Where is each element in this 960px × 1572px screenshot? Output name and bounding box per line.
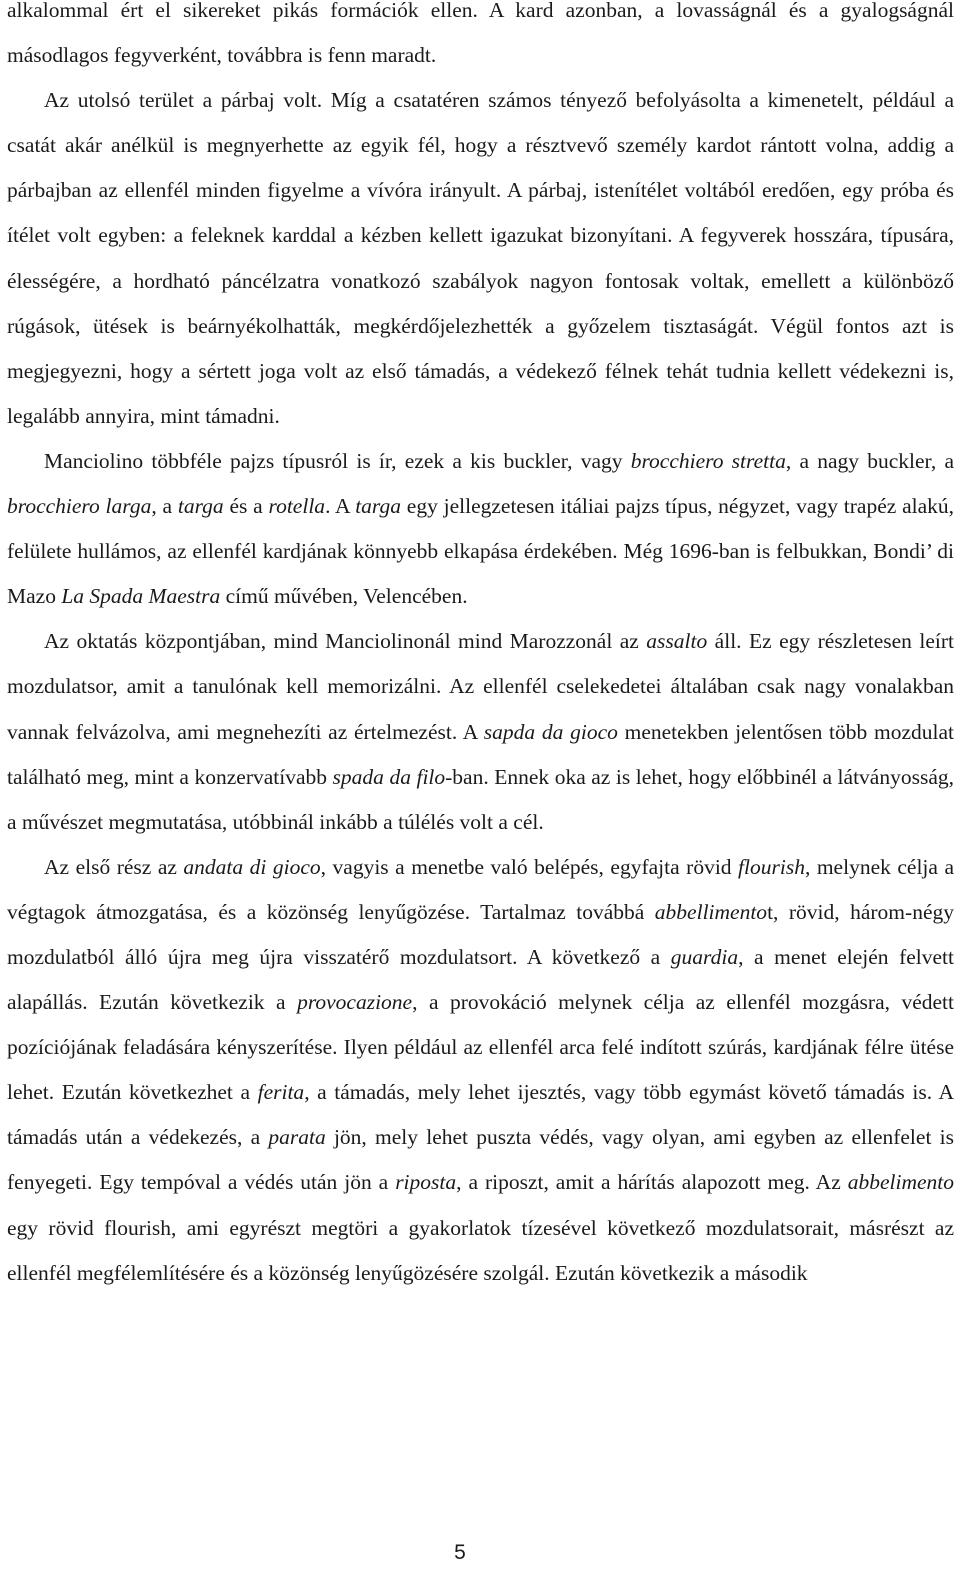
italic-term: brocchiero larga [7, 494, 152, 519]
italic-term: parata [268, 1125, 326, 1150]
text-run: . A [325, 494, 356, 519]
text-run: , a menet elején felvett alapállás. Ezután következik a [7, 944, 954, 1015]
text-run: Manciolino többféle pajzs típusról is ír, ezek a kis buckler, vagy [44, 448, 631, 473]
italic-term: rotella [268, 494, 326, 519]
text-run: jön, mely lehet puszta védés, vagy olyan, ami egyben az ellenfelet is fenyegeti. Egy tempóval a védés után jön a [7, 1125, 954, 1195]
italic-term: guardia [670, 944, 739, 969]
italic-term: sapda da gioco [483, 719, 618, 744]
italic-term: assalto [646, 629, 708, 654]
text-run: egy rövid flourish, ami egyrészt megtöri a gyakorlatok tízesével következő mozdulatsorait, másrészt az ellenfél megfélemlítésére és a közönség lenyűgözésére szolgál. Ezután következik a második [7, 1215, 954, 1285]
italic-term: La Spada Maestra [61, 584, 221, 609]
paragraph [7, 845, 954, 1296]
italic-term: ferita [257, 1080, 305, 1105]
text-run: és a [223, 494, 269, 519]
text-run: menetekben jelentősen több mozdulat található meg, mint a konzervatívabb [7, 719, 954, 789]
text-run: című művében, Velencében. [220, 584, 468, 609]
italic-term: riposta [395, 1170, 457, 1195]
italic-term: abbelimento [847, 1170, 954, 1195]
paragraph [7, 78, 954, 439]
text-run: áll. Ez egy részletesen leírt mozdulatsor, amit a tanulónak kell memorizálni. Az ellenfél cselekedetei általában csak nagy vonalakban vannak felvázolva, ami megnehezíti az értelmezést. A [7, 629, 954, 744]
text-run: , a támadás, mely lehet ijesztés, vagy több egymást követő támadás is. A támadás után a védekezés, a [7, 1080, 954, 1150]
text-run: -ban. Ennek oka az is lehet, hogy előbbinél a látványosság, a művészet megmutatása, utóbbinál inkább a túlélés volt a cél. [7, 764, 954, 834]
text-run: , a riposzt, amit a hárítás alapozott meg. Az [456, 1170, 848, 1195]
italic-term: flourish [738, 854, 805, 879]
text-run: , a nagy buckler, a [785, 448, 954, 473]
text-run: , a provokáció melynek célja az ellenfél mozgásra, védett pozíciójának feladására kényszerítése. Ilyen például az ellenfél arca felé indított szúrás, kardjának félre ütése lehet. Ezután következhet a [7, 990, 954, 1105]
text-run: t, rövid, három-négy mozdulatból álló újra meg újra visszatérő mozdulatsort. A következő a [7, 899, 954, 969]
italic-term: spada da filo [332, 764, 446, 789]
text-run: , melynek célja a végtagok átmozgatása, és a közönség lenyűgözése. Tartalmaz továbbá [7, 854, 954, 924]
italic-term: abbellimento [654, 899, 768, 924]
text-run: egy jellegzetesen itáliai pajzs típus, négyzet, vagy trapéz alakú, felülete hullámos, az ellenfél kardjának könnyebb elkapása érdekében. Még 1696-ban is felbukkan, Bondi’ di Mazo [7, 494, 954, 609]
page-number: 5 [454, 1541, 466, 1564]
text-run: Az utolsó terület a párbaj volt. Míg a csatatéren számos tényező befolyásolta a kimenetelt, például a csatát akár anélkül is megnyerhette az egyik fél, hogy a résztvevő személy kardot rántott volna, addig a párbajban az ellenfél minden figyelme a vívóra irányult. A párbaj, istenítélet voltából eredően, egy próba és ítélet volt egyben: a feleknek karddal a kézben kellett igazukat bizonyítani. A fegyverek hosszára, típusára, élességére, a hordható páncélzatra vonatkozó szabályok nagyon fontosak voltak, emellett a különböző rúgások, ütések is beárnyékolhatták, megkérdőjelezhették a győzelem tisztaságát. Végül fontos azt is megjegyezni, hogy a sértett joga volt az első támadás, a védekező félnek tehát tudnia kellett védekezni is, legalább annyira, mint támadni. [7, 88, 954, 428]
text-run: Az első rész az [44, 854, 184, 879]
italic-term: andata di gioco [183, 854, 321, 879]
paragraph [7, 439, 954, 619]
text-run: alkalommal ért el sikereket pikás formációk ellen. A kard azonban, a lovasságnál és a gyalogságnál másodlagos fegyverként, továbbra is fenn maradt. [7, 0, 954, 68]
paragraph [7, 619, 954, 844]
body-text [7, 0, 954, 1296]
paragraph [7, 0, 954, 78]
italic-term: brocchiero stretta [630, 448, 786, 473]
italic-term: targa [355, 494, 401, 519]
document-page [7, 0, 954, 1530]
italic-term: provocazione [297, 990, 413, 1015]
text-run: , a [151, 494, 178, 519]
italic-term: targa [177, 494, 224, 519]
text-run: , vagyis a menetbe való belépés, egyfajta rövid [320, 854, 739, 879]
text-run: Az oktatás központjában, mind Manciolinonál mind Marozzonál az [44, 629, 647, 654]
